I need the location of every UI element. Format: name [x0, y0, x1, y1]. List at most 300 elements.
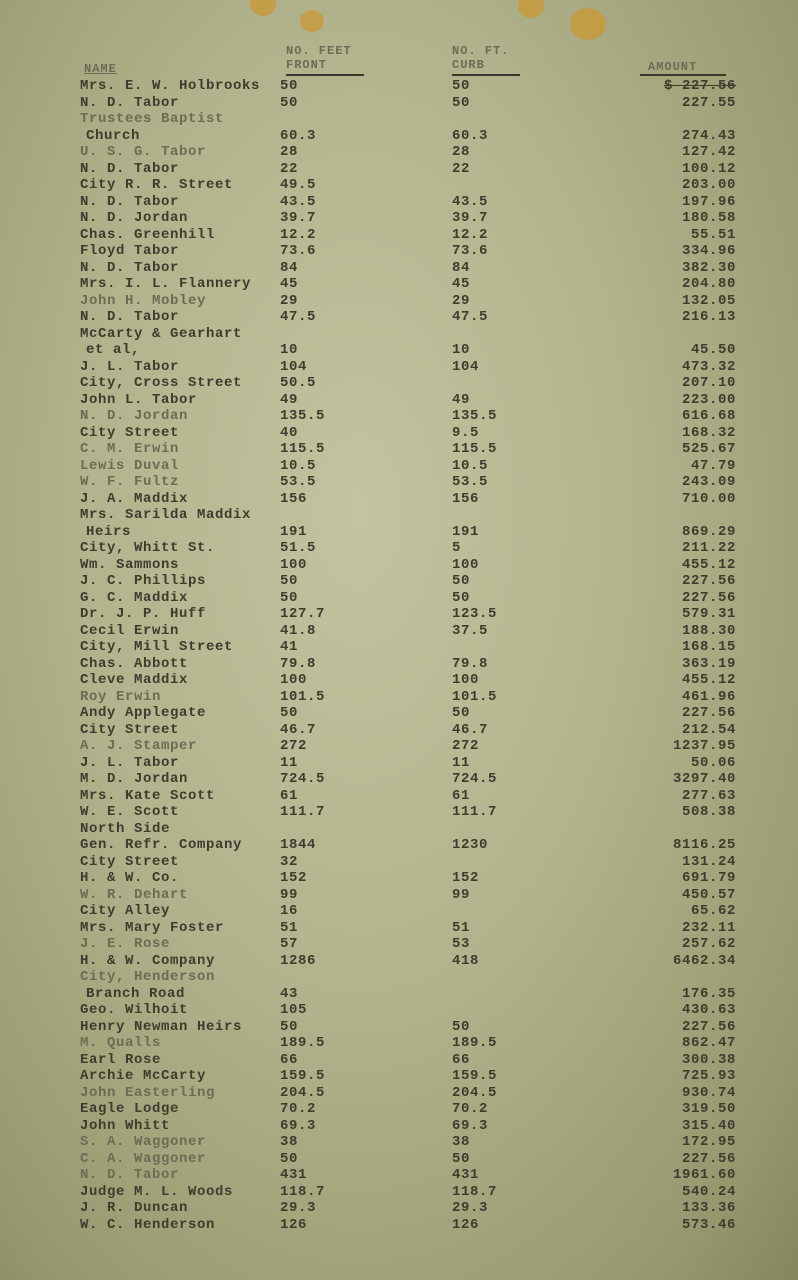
row-name: H. & W. Co. — [80, 870, 180, 886]
row-feet-curb: 115.5 — [452, 441, 498, 457]
row-feet-front: 60.3 — [280, 127, 317, 144]
row-name: Mrs. Sarilda Maddix — [80, 507, 252, 523]
row-amount: 8116.25 — [672, 837, 736, 853]
row-amount: 172.95 — [681, 1134, 736, 1150]
row-feet-curb: 126 — [452, 1216, 480, 1233]
row-amount: 45.50 — [690, 342, 736, 358]
table-row — [0, 144, 798, 161]
row-feet-front: 51 — [280, 919, 299, 936]
row-feet-curb: 152 — [452, 870, 480, 886]
row-amount: 710.00 — [681, 490, 736, 507]
row-name: N. D. Tabor — [80, 259, 180, 276]
row-name: City Street — [80, 853, 180, 870]
table-row — [0, 573, 798, 590]
row-amount: 207.10 — [681, 375, 736, 391]
row-feet-front: 1286 — [280, 952, 317, 969]
row-amount: 382.30 — [681, 259, 736, 276]
row-amount: 216.13 — [681, 309, 736, 325]
header-amount: AMOUNT — [648, 60, 698, 74]
row-name: S. A. Waggoner — [80, 1134, 207, 1150]
row-feet-curb: 43.5 — [452, 193, 489, 210]
row-amount: 227.56 — [681, 1018, 736, 1035]
row-amount: 725.93 — [681, 1068, 736, 1084]
table-row — [0, 425, 798, 442]
row-feet-curb: 73.6 — [452, 243, 489, 259]
row-name: City Street — [80, 721, 180, 738]
row-feet-front: 104 — [280, 358, 308, 375]
row-name: N. D. Jordan — [80, 408, 189, 424]
table-row — [0, 1217, 798, 1234]
header-name: NAME — [84, 62, 117, 76]
row-feet-front: 46.7 — [280, 721, 317, 738]
table-row — [0, 342, 798, 359]
row-amount: 1237.95 — [672, 738, 736, 754]
row-feet-curb: 47.5 — [452, 309, 489, 325]
row-feet-front: 50 — [280, 1150, 299, 1167]
row-name: City Alley — [80, 903, 171, 919]
row-feet-front: 66 — [280, 1051, 299, 1068]
row-name: W. E. Scott — [80, 804, 180, 820]
row-amount: 300.38 — [681, 1051, 736, 1068]
table-row — [0, 491, 798, 508]
row-feet-front: 204.5 — [280, 1084, 326, 1101]
row-feet-front: 39.7 — [280, 210, 317, 226]
row-name: Dr. J. P. Huff — [80, 606, 207, 622]
row-feet-curb: 104 — [452, 358, 480, 375]
row-feet-curb: 123.5 — [452, 606, 498, 622]
row-feet-front: 49.5 — [280, 177, 317, 193]
row-name: W. R. Dehart — [80, 886, 189, 903]
row-amount: 188.30 — [681, 622, 736, 639]
row-feet-curb: 79.8 — [452, 655, 489, 672]
table-row — [0, 969, 798, 986]
row-amount: 50.06 — [690, 754, 736, 771]
row-feet-front: 135.5 — [280, 408, 326, 424]
row-name: U. S. G. Tabor — [80, 144, 207, 160]
table-row — [0, 1151, 798, 1168]
row-feet-curb: 204.5 — [452, 1084, 498, 1101]
row-name: John H. Mobley — [80, 292, 207, 309]
table-row — [0, 408, 798, 425]
row-feet-front: 105 — [280, 1002, 308, 1018]
row-feet-curb: 49 — [452, 391, 471, 408]
row-feet-front: 53.5 — [280, 474, 317, 490]
row-name: City, Mill Street — [80, 639, 234, 655]
row-name: Earl Rose — [80, 1051, 162, 1068]
row-feet-curb: 37.5 — [452, 622, 489, 639]
row-amount: 211.22 — [681, 540, 736, 556]
row-amount: 133.36 — [681, 1200, 736, 1216]
row-name: Church — [86, 127, 141, 144]
row-feet-front: 100 — [280, 556, 308, 573]
table-row — [0, 78, 798, 95]
row-amount: 168.15 — [681, 639, 736, 655]
row-amount: 168.32 — [681, 424, 736, 441]
row-feet-curb: 61 — [452, 787, 471, 804]
row-feet-front: 101.5 — [280, 688, 326, 705]
row-name: et al, — [86, 342, 141, 358]
table-row — [0, 920, 798, 937]
row-feet-front: 724.5 — [280, 771, 326, 787]
row-name: H. & W. Company — [80, 952, 216, 969]
table-row — [0, 887, 798, 904]
table-row — [0, 804, 798, 821]
row-amount: 127.42 — [681, 144, 736, 160]
row-name: Henry Newman Heirs — [80, 1018, 243, 1035]
table-row — [0, 771, 798, 788]
row-name: Andy Applegate — [80, 705, 207, 721]
row-feet-curb: 60.3 — [452, 127, 489, 144]
table-row — [0, 1101, 798, 1118]
row-feet-front: 51.5 — [280, 540, 317, 556]
row-feet-front: 38 — [280, 1134, 299, 1150]
row-name: Floyd Tabor — [80, 243, 180, 259]
row-name: C. A. Waggoner — [80, 1150, 207, 1167]
row-feet-front: 50 — [280, 573, 299, 589]
row-name: Mrs. E. W. Holbrooks — [80, 78, 261, 94]
row-feet-curb: 156 — [452, 490, 480, 507]
row-amount: 100.12 — [681, 160, 736, 177]
table-row — [0, 458, 798, 475]
row-feet-curb: 1230 — [452, 837, 489, 853]
row-name: N. D. Tabor — [80, 193, 180, 210]
row-feet-front: 45 — [280, 276, 299, 292]
row-feet-curb: 46.7 — [452, 721, 489, 738]
row-amount: 47.79 — [690, 457, 736, 474]
row-feet-front: 10.5 — [280, 457, 317, 474]
row-feet-front: 47.5 — [280, 309, 317, 325]
row-feet-front: 41.8 — [280, 622, 317, 639]
table-row — [0, 177, 798, 194]
row-name: Cleve Maddix — [80, 672, 189, 688]
row-name: McCarty & Gearhart — [80, 325, 243, 342]
row-name: City, Whitt St. — [80, 540, 216, 556]
table-row — [0, 689, 798, 706]
row-amount: 227.56 — [681, 1150, 736, 1167]
binder-hole-2 — [300, 10, 324, 32]
row-feet-front: 10 — [280, 342, 299, 358]
row-name: A. J. Stamper — [80, 738, 198, 754]
row-amount: 869.29 — [681, 523, 736, 540]
table-row — [0, 441, 798, 458]
row-feet-curb: 50 — [452, 589, 471, 606]
table-row — [0, 1118, 798, 1135]
row-feet-front: 29.3 — [280, 1200, 317, 1216]
row-feet-front: 126 — [280, 1216, 308, 1233]
row-feet-curb: 189.5 — [452, 1035, 498, 1051]
row-feet-front: 84 — [280, 259, 299, 276]
row-feet-front: 191 — [280, 523, 308, 540]
row-feet-front: 127.7 — [280, 606, 326, 622]
table-row — [0, 656, 798, 673]
row-name: Eagle Lodge — [80, 1101, 180, 1117]
row-feet-curb: 191 — [452, 523, 480, 540]
row-feet-curb: 9.5 — [452, 424, 480, 441]
table-row — [0, 1035, 798, 1052]
row-feet-front: 22 — [280, 160, 299, 177]
row-feet-curb: 431 — [452, 1167, 480, 1183]
row-amount: 579.31 — [681, 606, 736, 622]
row-feet-front: 57 — [280, 936, 299, 952]
row-feet-front: 159.5 — [280, 1068, 326, 1084]
row-amount: 616.68 — [681, 408, 736, 424]
row-name: Mrs. Kate Scott — [80, 787, 216, 804]
row-name: J. L. Tabor — [80, 754, 180, 771]
row-amount: 180.58 — [681, 210, 736, 226]
row-feet-front: 118.7 — [280, 1183, 326, 1200]
row-amount: 334.96 — [681, 243, 736, 259]
table-row — [0, 672, 798, 689]
row-amount: 176.35 — [681, 985, 736, 1002]
table-row — [0, 738, 798, 755]
row-feet-front: 29 — [280, 292, 299, 309]
row-feet-curb: 111.7 — [452, 804, 498, 820]
row-feet-front: 43 — [280, 985, 299, 1002]
row-feet-curb: 724.5 — [452, 771, 498, 787]
table-row — [0, 1052, 798, 1069]
table-row — [0, 837, 798, 854]
table-row — [0, 194, 798, 211]
table-row — [0, 639, 798, 656]
table-row — [0, 375, 798, 392]
row-feet-curb: 45 — [452, 276, 471, 292]
row-amount: 691.79 — [681, 870, 736, 886]
row-feet-front: 272 — [280, 738, 308, 754]
row-name: N. D. Jordan — [80, 210, 189, 226]
row-feet-front: 431 — [280, 1167, 308, 1183]
row-name: City, Henderson — [80, 969, 216, 985]
header-front-line1: NO. FEET — [286, 44, 352, 58]
row-feet-front: 40 — [280, 424, 299, 441]
row-feet-curb: 50 — [452, 94, 471, 111]
row-feet-curb: 50 — [452, 78, 471, 94]
row-name: Cecil Erwin — [80, 622, 180, 639]
table-row — [0, 293, 798, 310]
row-name: C. M. Erwin — [80, 441, 180, 457]
table-row — [0, 705, 798, 722]
table-row — [0, 1019, 798, 1036]
row-name: John Easterling — [80, 1084, 216, 1101]
row-feet-front: 11 — [280, 754, 299, 771]
row-name: N. D. Tabor — [80, 1167, 180, 1183]
row-amount: 6462.34 — [672, 952, 736, 969]
row-feet-front: 1844 — [280, 837, 317, 853]
row-feet-curb: 272 — [452, 738, 480, 754]
row-amount: 227.56 — [681, 589, 736, 606]
row-amount: 131.24 — [681, 853, 736, 870]
row-name: City R. R. Street — [80, 177, 234, 193]
table-row — [0, 1068, 798, 1085]
row-name: Chas. Abbott — [80, 655, 189, 672]
row-feet-curb: 10 — [452, 342, 471, 358]
table-row — [0, 309, 798, 326]
row-amount: 227.55 — [681, 94, 736, 111]
table-row — [0, 722, 798, 739]
row-name: G. C. Maddix — [80, 589, 189, 606]
table-row — [0, 1167, 798, 1184]
table-row — [0, 161, 798, 178]
table-row — [0, 210, 798, 227]
row-name: Geo. Wilhoit — [80, 1002, 189, 1018]
row-amount: $ 227.56 — [663, 78, 736, 94]
row-amount: 227.56 — [681, 573, 736, 589]
row-feet-curb: 53 — [452, 936, 471, 952]
row-feet-curb: 28 — [452, 144, 471, 160]
row-amount: 508.38 — [681, 804, 736, 820]
row-feet-curb: 100 — [452, 556, 480, 573]
row-name: Roy Erwin — [80, 688, 162, 705]
row-feet-curb: 418 — [452, 952, 480, 969]
row-name: Archie McCarty — [80, 1068, 207, 1084]
row-amount: 274.43 — [681, 127, 736, 144]
header-front-rule — [286, 74, 364, 76]
row-amount: 430.63 — [681, 1002, 736, 1018]
table-row — [0, 260, 798, 277]
row-feet-front: 61 — [280, 787, 299, 804]
row-amount: 319.50 — [681, 1101, 736, 1117]
row-name: Mrs. I. L. Flannery — [80, 276, 252, 292]
table-row — [0, 788, 798, 805]
row-feet-curb: 38 — [452, 1134, 471, 1150]
row-amount: 455.12 — [681, 556, 736, 573]
row-feet-curb: 135.5 — [452, 408, 498, 424]
row-feet-front: 152 — [280, 870, 308, 886]
row-feet-front: 115.5 — [280, 441, 326, 457]
table-row — [0, 936, 798, 953]
table-row — [0, 854, 798, 871]
row-amount: 862.47 — [681, 1035, 736, 1051]
row-amount: 315.40 — [681, 1117, 736, 1134]
row-name: W. C. Henderson — [80, 1216, 216, 1233]
row-feet-curb: 159.5 — [452, 1068, 498, 1084]
row-name: Chas. Greenhill — [80, 226, 216, 243]
table-row — [0, 243, 798, 260]
row-feet-curb: 50 — [452, 1018, 471, 1035]
header-front-line2: FRONT — [286, 58, 328, 72]
row-name: J. A. Maddix — [80, 490, 189, 507]
table-row — [0, 524, 798, 541]
table-row — [0, 986, 798, 1003]
row-name: Lewis Duval — [80, 457, 180, 474]
row-feet-curb: 66 — [452, 1051, 471, 1068]
row-amount: 3297.40 — [672, 771, 736, 787]
table-row — [0, 95, 798, 112]
row-name: Branch Road — [86, 985, 186, 1002]
row-feet-front: 70.2 — [280, 1101, 317, 1117]
table-row — [0, 953, 798, 970]
row-feet-front: 69.3 — [280, 1117, 317, 1134]
row-feet-front: 50 — [280, 78, 299, 94]
row-name: N. D. Tabor — [80, 94, 180, 111]
table-row — [0, 326, 798, 343]
table-row — [0, 128, 798, 145]
row-name: Wm. Sammons — [80, 556, 180, 573]
row-feet-curb: 50 — [452, 705, 471, 721]
row-feet-curb: 99 — [452, 886, 471, 903]
table-row — [0, 111, 798, 128]
row-feet-front: 156 — [280, 490, 308, 507]
table-row — [0, 903, 798, 920]
row-feet-curb: 84 — [452, 259, 471, 276]
row-amount: 573.46 — [681, 1216, 736, 1233]
header-curb-line2: CURB — [452, 58, 485, 72]
row-name: Gen. Refr. Company — [80, 837, 243, 853]
table-row — [0, 821, 798, 838]
row-name: J. E. Rose — [80, 936, 171, 952]
row-amount: 227.56 — [681, 705, 736, 721]
row-feet-curb: 53.5 — [452, 474, 489, 490]
row-amount: 203.00 — [681, 177, 736, 193]
row-name: M. D. Jordan — [80, 771, 189, 787]
row-feet-front: 100 — [280, 672, 308, 688]
table-row — [0, 1085, 798, 1102]
header-curb-line1: NO. FT. — [452, 44, 510, 58]
row-feet-front: 50.5 — [280, 375, 317, 391]
row-amount: 257.62 — [681, 936, 736, 952]
row-amount: 540.24 — [681, 1183, 736, 1200]
row-amount: 243.09 — [681, 474, 736, 490]
row-amount: 525.67 — [681, 441, 736, 457]
table-row — [0, 557, 798, 574]
table-row — [0, 1200, 798, 1217]
row-feet-curb: 118.7 — [452, 1183, 498, 1200]
row-amount: 223.00 — [681, 391, 736, 408]
row-name: J. L. Tabor — [80, 358, 180, 375]
row-name: Trustees Baptist — [80, 111, 225, 127]
row-amount: 473.32 — [681, 358, 736, 375]
row-feet-front: 28 — [280, 144, 299, 160]
row-feet-curb: 70.2 — [452, 1101, 489, 1117]
row-name: M. Qualls — [80, 1035, 162, 1051]
row-feet-front: 99 — [280, 886, 299, 903]
row-amount: 277.63 — [681, 787, 736, 804]
row-name: Judge M. L. Woods — [80, 1183, 234, 1200]
row-amount: 132.05 — [681, 292, 736, 309]
row-name: City, Cross Street — [80, 375, 243, 391]
row-feet-front: 16 — [280, 903, 299, 919]
row-amount: 212.54 — [681, 721, 736, 738]
row-name: City Street — [80, 424, 180, 441]
row-amount: 1961.60 — [672, 1167, 736, 1183]
row-feet-front: 79.8 — [280, 655, 317, 672]
row-feet-front: 50 — [280, 589, 299, 606]
row-feet-front: 43.5 — [280, 193, 317, 210]
row-amount: 461.96 — [681, 688, 736, 705]
row-feet-curb: 29 — [452, 292, 471, 309]
header-curb-rule — [452, 74, 520, 76]
table-row — [0, 276, 798, 293]
row-feet-front: 50 — [280, 94, 299, 111]
row-amount: 450.57 — [681, 886, 736, 903]
table-row — [0, 507, 798, 524]
table-row — [0, 474, 798, 491]
row-feet-curb: 100 — [452, 672, 480, 688]
row-name: Mrs. Mary Foster — [80, 919, 225, 936]
row-feet-curb: 22 — [452, 160, 471, 177]
row-amount: 55.51 — [690, 226, 736, 243]
row-feet-curb: 5 — [452, 540, 462, 556]
row-feet-curb: 51 — [452, 919, 471, 936]
row-amount: 455.12 — [681, 672, 736, 688]
row-name: J. C. Phillips — [80, 573, 207, 589]
row-name: John L. Tabor — [80, 391, 198, 408]
row-feet-curb: 50 — [452, 573, 471, 589]
row-feet-front: 49 — [280, 391, 299, 408]
row-feet-front: 73.6 — [280, 243, 317, 259]
row-amount: 232.11 — [681, 919, 736, 936]
row-feet-curb: 39.7 — [452, 210, 489, 226]
binder-hole-1 — [250, 0, 276, 16]
